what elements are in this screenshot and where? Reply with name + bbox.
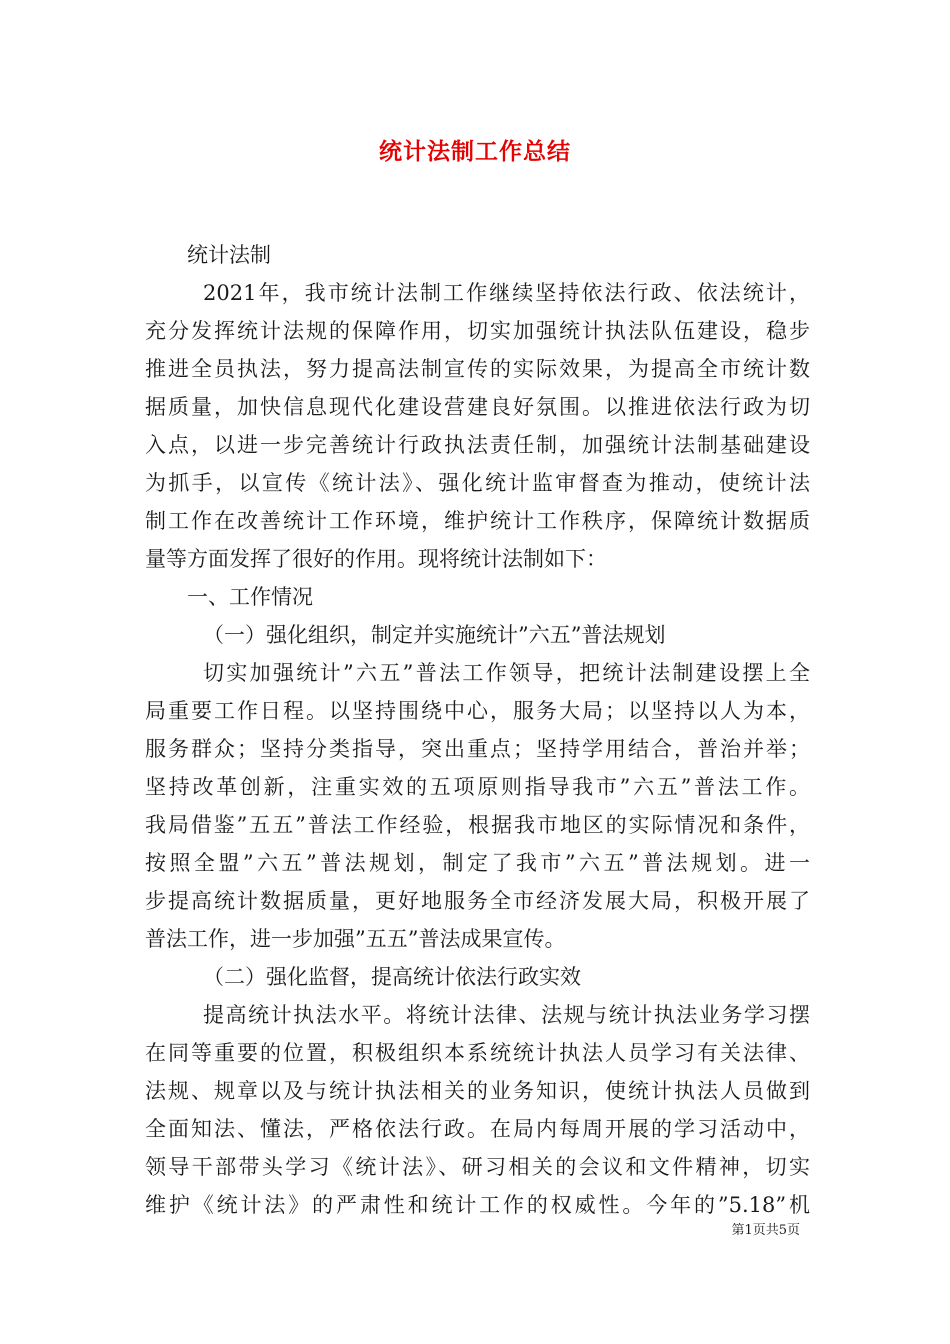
text-line: 维护《统计法》的严肃性和统计工作的权威性。今年的”5.18”机	[145, 1193, 810, 1217]
text-line: 制工作在改善统计工作环境，维护统计工作秩序，保障统计数据质	[145, 509, 810, 533]
text-line: 提高统计执法水平。将统计法律、法规与统计执法业务学习摆	[203, 1003, 810, 1027]
section-heading: 一、工作情况	[187, 585, 313, 609]
text-line: 局重要工作日程。以坚持围绕中心，服务大局；以坚持以人为本，	[145, 699, 810, 723]
text-line: 据质量，加快信息现代化建设营建良好氛围。以推进依法行政为切	[145, 395, 810, 419]
text-line: 全面知法、懂法，严格依法行政。在局内每周开展的学习活动中，	[145, 1117, 810, 1141]
text-line: 切实加强统计”六五”普法工作领导，把统计法制建设摆上全	[203, 661, 810, 685]
document-body	[145, 236, 810, 1224]
text-line: 入点，以进一步完善统计行政执法责任制，加强统计法制基础建设	[145, 433, 810, 457]
text-line: 服务群众；坚持分类指导，突出重点；坚持学用结合，普治并举；	[145, 737, 810, 761]
text-line: 坚持改革创新，注重实效的五项原则指导我市”六五”普法工作。	[145, 775, 810, 799]
subsection-heading: （二）强化监督，提高统计依法行政实效	[203, 965, 581, 989]
text-line: 普法工作，进一步加强”五五”普法成果宣传。	[145, 927, 566, 951]
subsection-heading: （一）强化组织，制定并实施统计”六五”普法规划	[203, 623, 666, 647]
text-line: 推进全员执法，努力提高法制宣传的实际效果，为提高全市统计数	[145, 357, 810, 381]
text-line: 步提高统计数据质量，更好地服务全市经济发展大局，积极开展了	[145, 889, 810, 913]
text-line: 为抓手，以宣传《统计法》、强化统计监审督查为推动，使统计法	[145, 471, 810, 495]
text-line: 统计法制	[187, 243, 271, 267]
text-line: 我局借鉴”五五”普法工作经验，根据我市地区的实际情况和条件，	[145, 813, 810, 837]
text-line: 充分发挥统计法规的保障作用，切实加强统计执法队伍建设，稳步	[145, 319, 810, 343]
text-line: 领导干部带头学习《统计法》、研习相关的会议和文件精神，切实	[145, 1155, 810, 1179]
text-line: 法规、规章以及与统计执法相关的业务知识，使统计执法人员做到	[145, 1079, 810, 1103]
document-title: 统计法制工作总结	[379, 138, 571, 165]
page-number: 第1页共5页	[731, 1223, 800, 1238]
text-line: 按照全盟”六五”普法规划，制定了我市”六五”普法规划。进一	[145, 851, 810, 875]
text-line: 2021年，我市统计法制工作继续坚持依法行政、依法统计，	[203, 281, 810, 305]
text-line: 在同等重要的位置，积极组织本系统统计执法人员学习有关法律、	[145, 1041, 810, 1065]
text-line: 量等方面发挥了很好的作用。现将统计法制如下：	[145, 547, 607, 571]
